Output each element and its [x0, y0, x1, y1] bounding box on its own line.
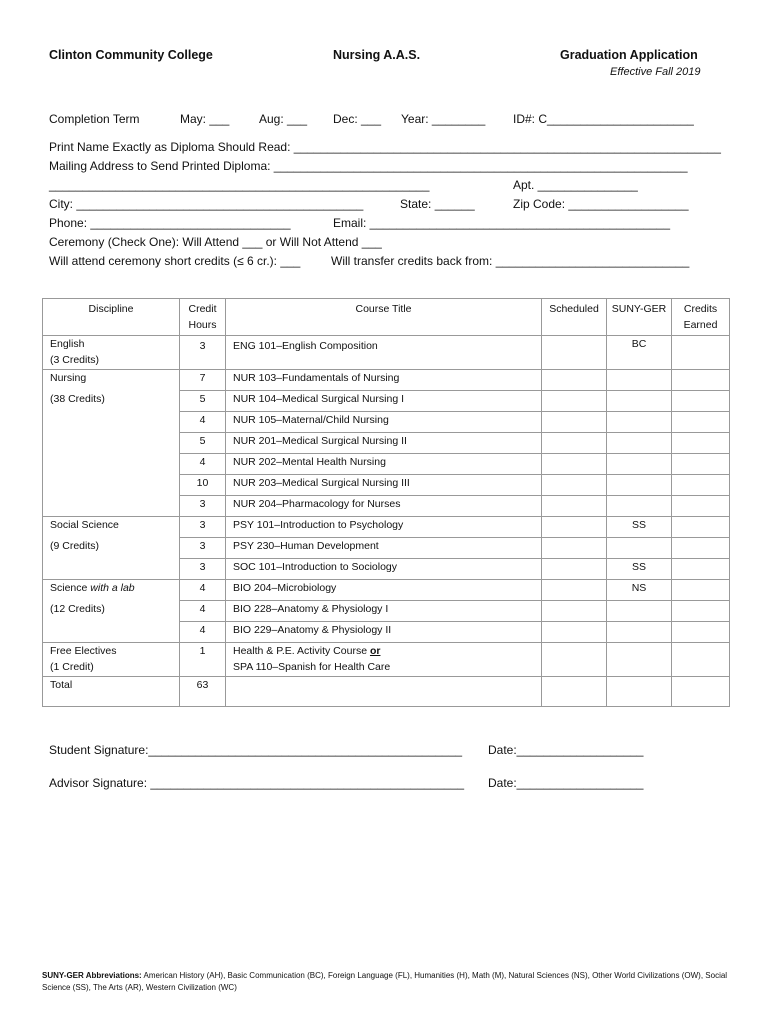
- discipline-credits: (1 Credit): [50, 661, 94, 673]
- suny-ger-cell: SS: [607, 559, 672, 580]
- table-row: [43, 454, 730, 475]
- effective-date: Effective Fall 2019: [610, 66, 701, 78]
- discipline-cell: [43, 336, 180, 370]
- table-row: [43, 433, 730, 454]
- credits-earned-cell[interactable]: [672, 391, 730, 412]
- ceremony-field[interactable]: Ceremony (Check One): Will Attend ___ or Will Not Attend ___: [49, 235, 382, 249]
- discipline-label-lab: with a lab: [90, 582, 135, 594]
- credit-hours-cell: 7: [180, 370, 226, 391]
- credit-hours-header-line1: Credit: [188, 303, 217, 315]
- credits-earned-cell[interactable]: [672, 643, 730, 677]
- suny-ger-cell: [607, 496, 672, 517]
- suny-ger-cell: [607, 677, 672, 707]
- course-title-cell: PSY 230–Human Development: [226, 538, 542, 559]
- scheduled-cell[interactable]: [542, 538, 607, 559]
- discipline-label: Free Electives: [50, 645, 117, 657]
- course-table: [42, 298, 730, 707]
- suny-ger-cell: [607, 601, 672, 622]
- discipline-label: Social Science: [50, 519, 119, 531]
- credits-earned-cell[interactable]: [672, 580, 730, 601]
- credits-earned-cell[interactable]: [672, 433, 730, 454]
- suny-ger-cell: [607, 412, 672, 433]
- earned-header-line1: Credits: [683, 303, 718, 315]
- scheduled-cell[interactable]: [542, 580, 607, 601]
- table-row: [43, 622, 730, 643]
- discipline-cell: [43, 559, 180, 580]
- course-or-text: or: [369, 645, 381, 657]
- scheduled-cell[interactable]: [542, 370, 607, 391]
- scheduled-cell[interactable]: [542, 412, 607, 433]
- city-field[interactable]: City: ___________________________________________: [49, 197, 364, 211]
- credit-hours-cell: 3: [180, 517, 226, 538]
- course-title-header: Course Title: [226, 299, 542, 336]
- credit-hours-cell: 5: [180, 391, 226, 412]
- scheduled-cell[interactable]: [542, 475, 607, 496]
- credits-earned-cell[interactable]: [672, 559, 730, 580]
- discipline-cell: [43, 433, 180, 454]
- email-field[interactable]: Email: _____________________________________________: [333, 216, 670, 230]
- course-title-cell: BIO 204–Microbiology: [226, 580, 542, 601]
- scheduled-cell[interactable]: [542, 454, 607, 475]
- table-row: [43, 559, 730, 580]
- credit-hours-cell: 10: [180, 475, 226, 496]
- table-row: [43, 538, 730, 559]
- scheduled-cell[interactable]: [542, 391, 607, 412]
- discipline-cell: [43, 517, 180, 538]
- course-title-cell: SOC 101–Introduction to Sociology: [226, 559, 542, 580]
- print-name-field[interactable]: Print Name Exactly as Diploma Should Read: ________________________________________________________________: [49, 140, 721, 154]
- form-title: Graduation Application: [560, 48, 698, 62]
- credits-earned-cell[interactable]: [672, 601, 730, 622]
- scheduled-header: Scheduled: [542, 299, 607, 336]
- course-title-cell: BIO 228–Anatomy & Physiology I: [226, 601, 542, 622]
- advisor-signature-field[interactable]: Advisor Signature: _______________________________________________: [49, 776, 465, 790]
- scheduled-cell[interactable]: [542, 622, 607, 643]
- discipline-credits: (38 Credits): [50, 392, 105, 405]
- discipline-label: Nursing: [50, 372, 87, 384]
- discipline-header: Discipline: [43, 299, 180, 336]
- discipline-credits: (9 Credits): [50, 539, 100, 552]
- course-option-2: SPA 110–Spanish for Health Care: [233, 661, 391, 673]
- scheduled-cell[interactable]: [542, 677, 607, 707]
- scheduled-cell[interactable]: [542, 643, 607, 677]
- suny-ger-cell: [607, 622, 672, 643]
- table-row: [43, 517, 730, 538]
- course-title-cell: NUR 203–Medical Surgical Nursing III: [226, 475, 542, 496]
- table-row: [43, 496, 730, 517]
- discipline-cell: [43, 454, 180, 475]
- discipline-credits: (3 Credits): [50, 354, 100, 366]
- suny-ger-cell: [607, 643, 672, 677]
- credit-hours-cell: 3: [180, 538, 226, 559]
- discipline-cell: [43, 622, 180, 643]
- course-title-cell: NUR 204–Pharmacology for Nurses: [226, 496, 542, 517]
- credits-earned-cell[interactable]: [672, 370, 730, 391]
- mailing-address-field[interactable]: Mailing Address to Send Printed Diploma: ______________________________________________________________: [49, 159, 688, 173]
- transfer-credits-field[interactable]: Will transfer credits back from: _____________________________: [331, 254, 690, 268]
- course-title-cell: [226, 677, 542, 707]
- zip-field[interactable]: Zip Code: __________________: [513, 197, 689, 211]
- footnote-label: SUNY-GER Abbreviations:: [42, 971, 142, 980]
- suny-ger-cell: [607, 370, 672, 391]
- credit-hours-header: [180, 299, 226, 336]
- credits-earned-cell[interactable]: [672, 475, 730, 496]
- program-name: Nursing A.A.S.: [333, 48, 421, 62]
- suny-ger-cell: BC: [607, 336, 672, 370]
- student-date-field[interactable]: Date:___________________: [488, 743, 644, 757]
- credit-hours-cell: 1: [180, 643, 226, 677]
- course-title-cell: NUR 104–Medical Surgical Nursing I: [226, 391, 542, 412]
- scheduled-cell[interactable]: [542, 336, 607, 370]
- discipline-cell: [43, 475, 180, 496]
- table-row: [43, 475, 730, 496]
- table-header-row: [43, 299, 730, 336]
- course-title-cell: NUR 202–Mental Health Nursing: [226, 454, 542, 475]
- short-credits-field[interactable]: Will attend ceremony short credits (≤ 6 cr.): ___: [49, 254, 301, 268]
- discipline-cell: [43, 412, 180, 433]
- credit-hours-cell: 3: [180, 496, 226, 517]
- credits-earned-cell[interactable]: [672, 336, 730, 370]
- discipline-credits: (12 Credits): [50, 602, 105, 615]
- suny-ger-cell: NS: [607, 580, 672, 601]
- footnote-text: American History (AH), Basic Communication (BC), Foreign Language (FL), Humanities (H), Math (M), Natural Sciences (NS), Other World Civilizations (OW), Social Science (SS), The Arts (AR), Western Civilization (WC): [42, 971, 728, 992]
- credits-earned-cell[interactable]: [672, 496, 730, 517]
- discipline-label: English: [50, 338, 85, 350]
- phone-field[interactable]: Phone: ______________________________: [49, 216, 291, 230]
- suny-ger-cell: [607, 391, 672, 412]
- discipline-cell: [43, 601, 180, 622]
- scheduled-cell[interactable]: [542, 517, 607, 538]
- table-row: [43, 601, 730, 622]
- state-field[interactable]: State: ______: [400, 197, 475, 211]
- advisor-date-field[interactable]: Date:___________________: [488, 776, 644, 790]
- course-title-cell: BIO 229–Anatomy & Physiology II: [226, 622, 542, 643]
- discipline-cell: [43, 391, 180, 412]
- credits-earned-cell[interactable]: [672, 622, 730, 643]
- scheduled-cell[interactable]: [542, 496, 607, 517]
- scheduled-cell[interactable]: [542, 601, 607, 622]
- discipline-cell: [43, 370, 180, 391]
- year-field[interactable]: Year: ________: [401, 112, 486, 126]
- suny-ger-header: SUNY-GER: [607, 299, 672, 336]
- course-title-cell: NUR 105–Maternal/Child Nursing: [226, 412, 542, 433]
- table-row: [43, 391, 730, 412]
- discipline-cell: [43, 538, 180, 559]
- credits-earned-cell[interactable]: [672, 454, 730, 475]
- suny-ger-cell: [607, 475, 672, 496]
- suny-ger-cell: [607, 538, 672, 559]
- table-row: [43, 580, 730, 601]
- credit-hours-cell: 3: [180, 559, 226, 580]
- course-title-cell: NUR 103–Fundamentals of Nursing: [226, 370, 542, 391]
- discipline-cell: [43, 643, 180, 677]
- table-row: [43, 370, 730, 391]
- suny-ger-cell: [607, 433, 672, 454]
- credit-hours-cell: 4: [180, 580, 226, 601]
- discipline-cell: [43, 580, 180, 601]
- dec-field[interactable]: Dec: ___: [333, 112, 382, 126]
- credits-earned-cell[interactable]: [672, 517, 730, 538]
- credit-hours-cell: 4: [180, 622, 226, 643]
- credits-earned-cell[interactable]: [672, 677, 730, 707]
- scheduled-cell[interactable]: [542, 559, 607, 580]
- credits-earned-cell[interactable]: [672, 412, 730, 433]
- table-row: [43, 412, 730, 433]
- credit-hours-cell: 3: [180, 336, 226, 370]
- suny-ger-cell: SS: [607, 517, 672, 538]
- credits-earned-header: [672, 299, 730, 336]
- suny-ger-cell: [607, 454, 672, 475]
- college-name: Clinton Community College: [49, 48, 213, 62]
- course-title-cell: NUR 201–Medical Surgical Nursing II: [226, 433, 542, 454]
- discipline-cell: [43, 496, 180, 517]
- table-row: [43, 336, 730, 370]
- address-line-field[interactable]: _________________________________________________________: [49, 178, 430, 192]
- total-label: Total: [43, 677, 180, 707]
- total-row: [43, 677, 730, 707]
- id-field[interactable]: ID#: C______________________: [513, 112, 694, 126]
- apt-field[interactable]: Apt. _______________: [513, 178, 638, 192]
- credit-hours-header-line2: Hours: [188, 319, 217, 331]
- completion-term-label: Completion Term: [49, 112, 140, 126]
- credit-hours-cell: 4: [180, 412, 226, 433]
- suny-ger-footnote: [42, 970, 732, 994]
- scheduled-cell[interactable]: [542, 433, 607, 454]
- may-field[interactable]: May: ___: [180, 112, 230, 126]
- course-title-cell: ENG 101–English Composition: [226, 336, 542, 370]
- discipline-label: Science: [50, 582, 91, 594]
- aug-field[interactable]: Aug: ___: [259, 112, 308, 126]
- course-option-1: Health & P.E. Activity Course: [233, 645, 370, 657]
- credit-hours-cell: 5: [180, 433, 226, 454]
- table-row: [43, 643, 730, 677]
- credits-earned-cell[interactable]: [672, 538, 730, 559]
- course-title-cell: [226, 643, 542, 677]
- credit-hours-cell: 4: [180, 454, 226, 475]
- student-signature-field[interactable]: Student Signature:_______________________________________________: [49, 743, 463, 757]
- course-title-cell: PSY 101–Introduction to Psychology: [226, 517, 542, 538]
- credit-hours-cell: 4: [180, 601, 226, 622]
- total-hours: 63: [180, 677, 226, 707]
- earned-header-line2: Earned: [683, 319, 718, 331]
